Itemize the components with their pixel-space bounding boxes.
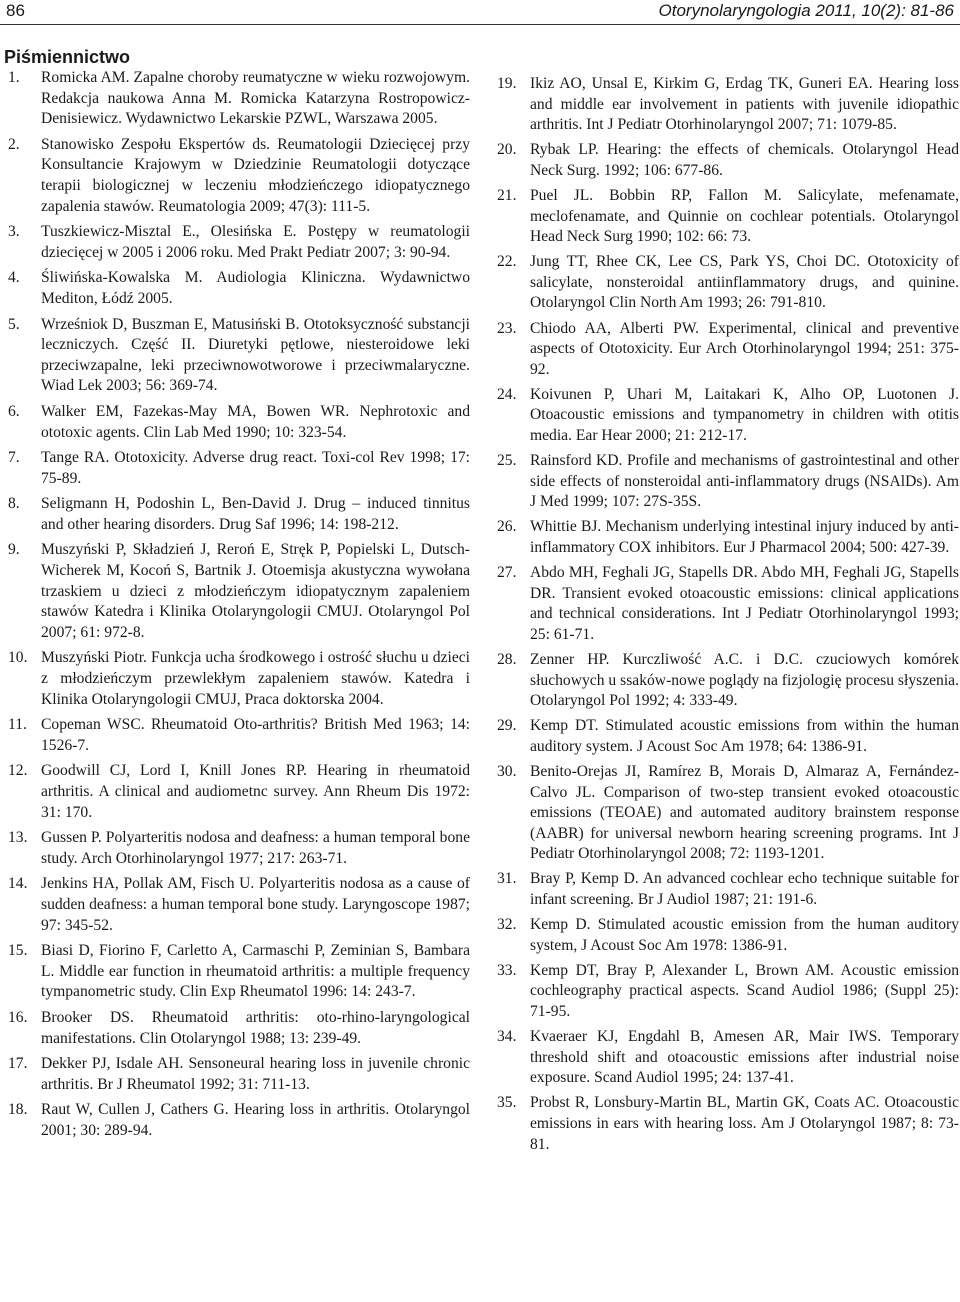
reference-item bbox=[8, 874, 470, 936]
reference-text: Romicka AM. Zapalne choroby reumatyczne w wieku rozwojowym. Redakcja naukowa Anna M. Romicka Katarzyna Rostropowicz-Denisiewicz. Wydawnictwo Lekarskie PZWL, Warszawa 2005. bbox=[41, 69, 470, 128]
reference-number: 3. bbox=[8, 223, 20, 241]
reference-number: 5. bbox=[8, 315, 20, 333]
reference-item bbox=[8, 941, 470, 1003]
reference-item bbox=[497, 915, 959, 956]
reference-number: 34. bbox=[497, 1028, 517, 1046]
reference-item bbox=[497, 563, 959, 645]
reference-text: Jung TT, Rhee CK, Lee CS, Park YS, Choi DC. Ototoxicity of salicylate, nonsteroidal antiinflammatory drugs, and quinine. Otolaryngol Clin North Am 1993; 26: 791-810. bbox=[530, 253, 959, 312]
reference-number: 28. bbox=[497, 650, 517, 668]
reference-item bbox=[497, 762, 959, 865]
reference-text: Muszyński P, Składzień J, Reroń E, Stręk P, Popielski L, Dutsch-Wicherek M, Kocoń S, Bartnik J. Otoemisja akustyczna wywołana trzaskiem u dzieci z młodzieńczym idiopatycznym zapaleniem stawów Katedra i Klinika Otolaryngologii CMUJ. Otolaryngol Pol 2007; 61: 972-8. bbox=[41, 541, 470, 641]
reference-item bbox=[8, 222, 470, 263]
reference-text: Ikiz AO, Unsal E, Kirkim G, Erdag TK, Guneri EA. Hearing loss and middle ear involvement in patients with juvenile idiopathic arthritis. Int J Pediatr Otorhinolaryngol 2007; 71: 1079-85. bbox=[530, 75, 959, 134]
reference-item bbox=[497, 1093, 959, 1155]
reference-item bbox=[497, 961, 959, 1023]
reference-text: Wrześniok D, Buszman E, Matusiński B. Ototoksyczność substancji leczniczych. Część II. Diuretyki pętlowe, niesteroidowe leki przeciwzapalne, leki przeciwnowotworowe i przeciwmalaryczne. Wiad Lek 2003; 56: 369-74. bbox=[41, 315, 470, 395]
reference-text: Rainsford KD. Profile and mechanisms of gastrointestinal and other side effects of nonsteroidal anti-inflammatory drugs (NSAlDs). Am J Med 1999; 107: 27S-35S. bbox=[530, 452, 959, 511]
reference-item bbox=[497, 1027, 959, 1089]
reference-item bbox=[497, 716, 959, 757]
reference-item bbox=[8, 448, 470, 489]
page-header bbox=[0, 0, 960, 24]
reference-number: 33. bbox=[497, 961, 517, 979]
reference-text: Kvaeraer KJ, Engdahl B, Amesen AR, Mair IWS. Temporary threshold shift and otoacoustic emissions after industrial noise exposure. Scand Audiol 1995; 24: 137-41. bbox=[530, 1028, 959, 1087]
reference-number: 12. bbox=[8, 762, 28, 780]
reference-item bbox=[8, 828, 470, 869]
reference-text: Walker EM, Fazekas-May MA, Bowen WR. Nephrotoxic and ototoxic agents. Clin Lab Med 1990; 10: 323-54. bbox=[41, 402, 470, 441]
reference-item bbox=[8, 715, 470, 756]
reference-number: 11. bbox=[8, 716, 27, 734]
reference-item bbox=[497, 385, 959, 447]
page-number: 86 bbox=[6, 1, 25, 20]
reference-text: Dekker PJ, Isdale AH. Sensoneural hearing loss in juvenile chronic arthritis. Br J Rheumatol 1992; 31: 711-13. bbox=[41, 1055, 470, 1093]
reference-number: 18. bbox=[8, 1101, 28, 1119]
reference-number: 22. bbox=[497, 253, 517, 271]
reference-text: Copeman WSC. Rheumatoid Oto-arthritis? British Med 1963; 14: 1526-7. bbox=[41, 716, 470, 754]
reference-text: Tuszkiewicz-Misztal E., Olesińska E. Postępy w reumatologii dziecięcej w 2005 i 2006 roku. Med Prakt Pediatr 2007; 3: 90-94. bbox=[41, 223, 470, 261]
reference-number: 25. bbox=[497, 452, 517, 470]
reference-item bbox=[8, 268, 470, 309]
reference-number: 14. bbox=[8, 875, 28, 893]
reference-number: 13. bbox=[8, 829, 28, 847]
reference-text: Kemp DT. Stimulated acoustic emissions from within the human auditory system. J Acoust Soc Am 1978; 64: 1386-91. bbox=[530, 717, 959, 755]
reference-item bbox=[497, 451, 959, 513]
reference-item bbox=[497, 319, 959, 381]
reference-item bbox=[8, 1100, 470, 1141]
reference-number: 19. bbox=[497, 75, 517, 92]
reference-text: Stanowisko Zespołu Ekspertów ds. Reumatologii Dziecięcej przy Konsultancie Krajowym w Dziedzinie Reumatologii dotyczące terapii biologicznej w leczeniu młodzieńczego idiopatycznego zapalenia stawów. Reumatologia 2009; 47(3): 111-5. bbox=[41, 135, 470, 215]
reference-number: 35. bbox=[497, 1094, 517, 1112]
reference-item bbox=[8, 648, 470, 710]
reference-text: Bray P, Kemp D. An advanced cochlear echo technique suitable for infant screening. Br J Audiol 1987; 21: 191-6. bbox=[530, 870, 959, 908]
reference-text: Seligmann H, Podoshin L, Ben-David J. Drug – induced tinnitus and other hearing disorders. Drug Saf 1996; 14: 198-212. bbox=[41, 495, 470, 533]
section-title: Piśmiennictwo bbox=[4, 47, 131, 67]
reference-text: Raut W, Cullen J, Cathers G. Hearing loss in arthritis. Otolaryngol 2001; 30: 289-94. bbox=[41, 1101, 470, 1139]
reference-text: Biasi D, Fiorino F, Carletto A, Carmaschi P, Zeminian S, Bambara L. Middle ear function in rheumatoid arthritis: a multiple frequency tympanometric study. Clin Exp Rheumatol 1996: 14: 243-7. bbox=[41, 942, 470, 1001]
reference-number: 21. bbox=[497, 186, 517, 204]
reference-item bbox=[8, 761, 470, 823]
reference-text: Tange RA. Ototoxicity. Adverse drug react. Toxi-col Rev 1998; 17: 75-89. bbox=[41, 449, 470, 487]
reference-item bbox=[8, 402, 470, 443]
reference-item bbox=[497, 869, 959, 910]
reference-number: 9. bbox=[8, 541, 20, 559]
reference-item bbox=[497, 650, 959, 712]
reference-item bbox=[497, 517, 959, 558]
references-right-column bbox=[497, 74, 959, 1160]
reference-text: Śliwińska-Kowalska M. Audiologia Kliniczna. Wydawnictwo Mediton, Łódź 2005. bbox=[41, 269, 470, 307]
references-left-column bbox=[8, 68, 470, 1147]
reference-number: 8. bbox=[8, 495, 20, 513]
reference-number: 6. bbox=[8, 402, 20, 420]
reference-text: Probst R, Lonsbury-Martin BL, Martin GK, Coats AC. Otoacoustic emissions in ears with hearing loss. Am J Otolaryngol 1987; 8: 73-81. bbox=[530, 1094, 959, 1153]
reference-number: 15. bbox=[8, 942, 28, 960]
journal-citation: Otorynolaryngologia 2011, 10(2): 81-86 bbox=[658, 1, 954, 20]
reference-item bbox=[8, 1008, 470, 1049]
reference-item bbox=[497, 74, 959, 136]
reference-text: Whittie BJ. Mechanism underlying intestinal injury induced by anti-inflammatory COX inhibitors. Eur J Pharmacol 2004; 500: 427-39. bbox=[530, 518, 959, 556]
reference-number: 4. bbox=[8, 269, 20, 287]
reference-number: 10. bbox=[8, 649, 28, 667]
reference-item bbox=[8, 315, 470, 397]
reference-item bbox=[497, 140, 959, 181]
reference-item bbox=[8, 135, 470, 217]
reference-item bbox=[497, 186, 959, 248]
reference-item bbox=[8, 1054, 470, 1095]
reference-text: Chiodo AA, Alberti PW. Experimental, clinical and preventive aspects of Ototoxicity. Eur Arch Otorhinolaryngol 1994; 251: 375-92. bbox=[530, 319, 959, 378]
reference-text: Abdo MH, Feghali JG, Stapells DR. Abdo MH, Feghali JG, Stapells DR. Transient evoked otoacoustic emissions: clinical applications and technical considerations. Int J Pediatr Otorhinolaryngol 1993; 25: 61-71. bbox=[530, 564, 959, 643]
reference-text: Zenner HP. Kurczliwość A.C. i D.C. czuciowych komórek słuchowych u ssaków-nowe poglądy na fizjologię procesu słyszenia. Otolaryngol Pol 1992; 4: 333-49. bbox=[530, 650, 959, 710]
reference-text: Puel JL. Bobbin RP, Fallon M. Salicylate, mefenamate, meclofenamate, and Quinnie on cochlear potentials. Otolaryngol Head Neck Surg 1990; 102: 66: 73. bbox=[530, 186, 959, 246]
reference-item bbox=[8, 540, 470, 643]
reference-number: 30. bbox=[497, 762, 517, 780]
reference-text: Brooker DS. Rheumatoid arthritis: oto-rhino-laryngological manifestations. Clin Otolaryngol 1988; 13: 239-49. bbox=[41, 1008, 470, 1047]
reference-text: Gussen P. Polyarteritis nodosa and deafness: a human temporal bone study. Arch Otorhinolaryngol 1977; 217: 263-71. bbox=[41, 829, 470, 867]
reference-item bbox=[8, 494, 470, 535]
reference-number: 20. bbox=[497, 141, 517, 159]
reference-text: Kemp D. Stimulated acoustic emission from the human auditory system, J Acoust Soc Am 1978: 1386-91. bbox=[530, 916, 959, 954]
header-divider bbox=[0, 24, 960, 25]
reference-text: Jenkins HA, Pollak AM, Fisch U. Polyarteritis nodosa as a cause of sudden deafness: a human temporal bone study. Laryngoscope 1987; 97: 345-52. bbox=[41, 875, 471, 934]
reference-number: 27. bbox=[497, 564, 517, 582]
reference-number: 1. bbox=[8, 69, 20, 86]
reference-number: 7. bbox=[8, 449, 20, 467]
reference-number: 16. bbox=[8, 1008, 28, 1026]
reference-number: 29. bbox=[497, 717, 517, 735]
reference-text: Benito-Orejas JI, Ramírez B, Morais D, Almaraz A, Fernández-Calvo JL. Comparison of two-step transient evoked otoacoustic emissions (TEOAE) and automated auditory brainstem response (AABR) for universal newborn hearing screening programs. Int J Pediatr Otorhinolaryngol 2008; 72: 1193-1201. bbox=[530, 762, 959, 863]
reference-number: 2. bbox=[8, 135, 20, 153]
reference-number: 23. bbox=[497, 319, 517, 337]
reference-item bbox=[8, 68, 470, 130]
reference-item bbox=[497, 252, 959, 314]
reference-text: Goodwill CJ, Lord I, Knill Jones RP. Hearing in rheumatoid arthritis. A clinical and audiometnc survey. Ann Rheum Dis 1972: 31: 170. bbox=[41, 762, 470, 821]
reference-text: Kemp DT, Bray P, Alexander L, Brown AM. Acoustic emission cochleography practical aspects. Scand Audiol 1986; (Suppl 25): 71-95. bbox=[530, 961, 959, 1020]
reference-text: Rybak LP. Hearing: the effects of chemicals. Otolaryngol Head Neck Surg. 1992; 106: 677-86. bbox=[530, 141, 959, 179]
reference-number: 17. bbox=[8, 1055, 28, 1073]
reference-number: 26. bbox=[497, 518, 517, 536]
reference-text: Muszyński Piotr. Funkcja ucha środkowego i ostrość słuchu u dzieci z młodzieńczym przewlekłym zapaleniem stawów. Katedra i Klinika Otolaryngologii CMUJ, Praca doktorska 2004. bbox=[41, 649, 470, 708]
reference-number: 31. bbox=[497, 870, 517, 888]
reference-text: Koivunen P, Uhari M, Laitakari K, Alho OP, Luotonen J. Otoacoustic emissions and tympanometry in children with otitis media. Ear Hear 2000; 21: 212-17. bbox=[530, 385, 959, 444]
reference-number: 32. bbox=[497, 916, 517, 934]
reference-number: 24. bbox=[497, 385, 517, 403]
